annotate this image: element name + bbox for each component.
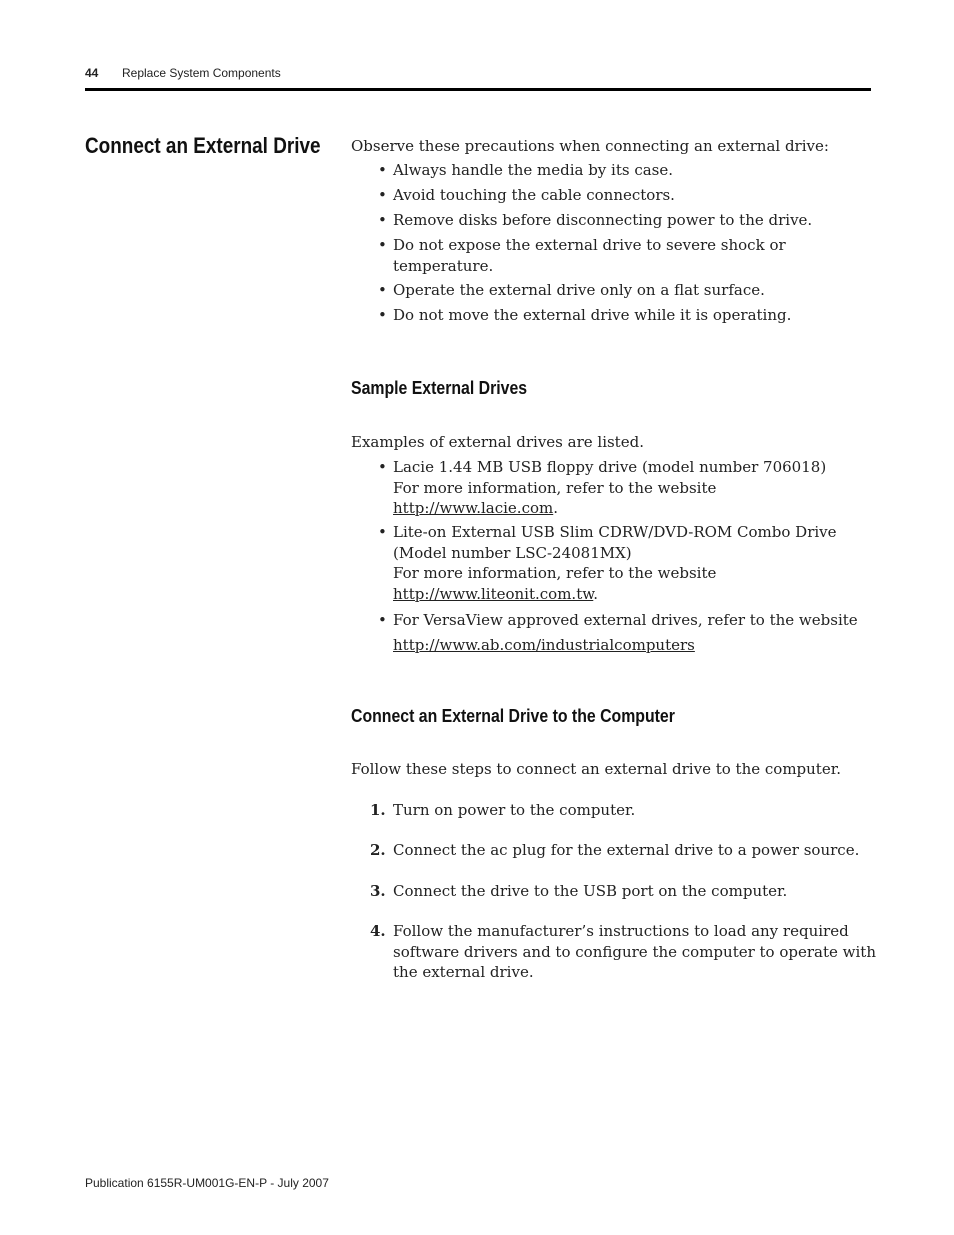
connect-drive-intro: Follow these steps to connect an external drive to the computer. <box>351 760 841 778</box>
bullet-icon: • <box>378 186 387 204</box>
list-item <box>378 235 812 280</box>
step-text-line: Follow the manufacturer’s instructions to load any required <box>393 922 849 940</box>
page-number: 44 <box>85 66 99 80</box>
connect-drive-heading: Connect an External Drive to the Computer <box>351 706 675 726</box>
bullet-icon: • <box>378 306 387 324</box>
step-number: 3. <box>370 882 386 900</box>
list-item-text: Lite-on External USB Slim CDRW/DVD-ROM Combo Drive <box>393 523 837 541</box>
list-item-text: For more information, refer to the website <box>393 564 717 582</box>
list-item <box>378 280 812 305</box>
sample-drives-heading: Sample External Drives <box>351 378 528 398</box>
list-item <box>378 305 812 330</box>
step-text-line: the external drive. <box>393 963 534 981</box>
list-item-text: Lacie 1.44 MB USB floppy drive (model number 706018) <box>393 458 827 476</box>
step-number: 1. <box>370 801 386 819</box>
sample-drives-intro: Examples of external drives are listed. <box>351 433 644 451</box>
step-number: 4. <box>370 922 386 940</box>
sample-drives-list <box>378 457 858 658</box>
step-text: Turn on power to the computer. <box>393 801 636 819</box>
list-item-text: temperature. <box>393 256 494 275</box>
header-rule <box>85 88 871 91</box>
link-period: . <box>593 584 599 603</box>
list-item <box>378 185 812 210</box>
step-text: Connect the drive to the USB port on the computer. <box>393 882 788 900</box>
list-item <box>378 210 812 235</box>
list-item-versaview <box>378 608 858 658</box>
list-item-text: For more information, refer to the website <box>393 478 717 497</box>
list-item-text: Avoid touching the cable connectors. <box>393 186 675 204</box>
list-item-text: Operate the external drive only on a flat surface. <box>393 281 765 299</box>
list-item-text: (Model number LSC-24081MX) <box>393 543 632 562</box>
bullet-icon: • <box>378 161 387 179</box>
section-title: Connect an External Drive <box>85 133 321 158</box>
list-item-lacie <box>378 457 858 522</box>
bullet-icon: • <box>378 211 387 229</box>
list-item-text: For VersaView approved external drives, refer to the website <box>393 611 858 629</box>
list-item <box>378 160 812 185</box>
link-period: . <box>553 499 559 517</box>
bullet-icon: • <box>378 611 387 629</box>
publication-footer: Publication 6155R-UM001G-EN-P - July 2007 <box>85 1176 329 1190</box>
running-header: Replace System Components <box>122 66 281 80</box>
precautions-intro: Observe these precautions when connecting an external drive: <box>351 137 829 155</box>
list-item-text: Do not move the external drive while it is operating. <box>393 306 792 324</box>
step-number: 2. <box>370 841 386 859</box>
step-text-line: software drivers and to configure the computer to operate with <box>393 942 876 961</box>
bullet-icon: • <box>378 458 387 476</box>
versaview-link[interactable]: http://www.ab.com/industrialcomputers <box>393 636 695 654</box>
list-item-text: Remove disks before disconnecting power to the drive. <box>393 211 813 229</box>
bullet-icon: • <box>378 281 387 299</box>
step-text <box>393 921 876 983</box>
bullet-icon: • <box>378 523 387 541</box>
list-item-text: Always handle the media by its case. <box>393 161 674 179</box>
list-item-text: Do not expose the external drive to severe shock or <box>393 236 786 254</box>
bullet-icon: • <box>378 236 387 254</box>
step-text: Connect the ac plug for the external drive to a power source. <box>393 841 860 859</box>
liteon-link[interactable]: http://www.liteonit.com.tw <box>393 584 594 603</box>
precautions-list <box>378 160 812 330</box>
list-item-liteon <box>378 522 858 608</box>
lacie-link[interactable]: http://www.lacie.com <box>393 499 554 517</box>
